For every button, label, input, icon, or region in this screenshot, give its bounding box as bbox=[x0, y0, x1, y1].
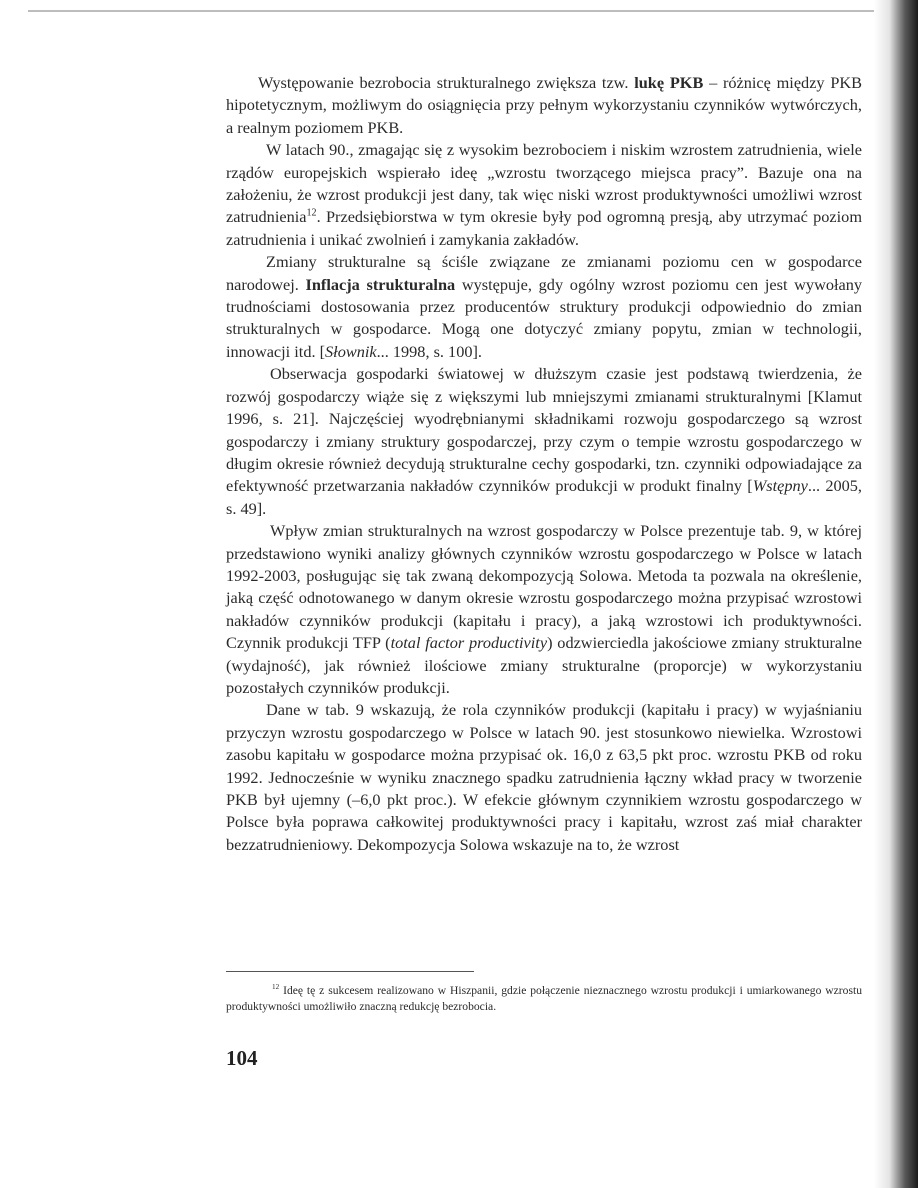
text-run: ... 1998, s. 100]. bbox=[376, 341, 482, 361]
paragraph-6 bbox=[226, 699, 862, 856]
bold-term-luka-pkb: lukę PKB bbox=[634, 73, 704, 92]
footnote-ref: 12 bbox=[306, 208, 317, 220]
paragraph-3 bbox=[226, 251, 862, 363]
footnote-rule bbox=[226, 971, 474, 972]
text-run: Dane w tab. 9 wskazują, że rola czynników produkcji (kapitału i pracy) w wyjaśnianiu przyczyn wzrostu gospodarczego w Polsce w latach 90. jest stosunkowo niewielka. Wzrostowi zasobu kapitału w gospodarce można przypisać ok. 16,0 z 63,5 pkt proc. wzrostu PKB od roku 1992. Jednocześnie w wyniku znacznego spadku zatrudnienia łączny wkład pracy w tworzenie PKB był ujemny (–6,0 pkt proc.). W efekcie głównym czynnikiem wzrostu gospodarczego w Polsce była poprawa całkowitej produktywności pracy i kapitału, wzrost zaś miał charakter bezzatrudnieniowy. Dekompozycja Solowa wskazuje na to, że wzrost bbox=[226, 700, 862, 854]
page-number: 104 bbox=[226, 1046, 258, 1070]
citation-title: Słownik bbox=[325, 341, 377, 361]
text-run: – różnicę między PKB hipotetycznym, możliwym do osiągnięcia przy pełnym wykorzystaniu czynników wytwórczych, a realnym poziomem PKB. bbox=[226, 73, 862, 137]
paragraph-4 bbox=[226, 363, 862, 520]
text-run: Wpływ zmian strukturalnych na wzrost gospodarczy w Polsce prezentuje tab. 9, w której przedstawiono wyniki analizy głównych czynników wzrostu gospodarczego w Polsce w latach 1992-2003, posługując się tak zwaną dekompozycją Solowa. Metoda ta pozwala na określenie, jaką część odnotowanego w danym okresie wzrostu gospodarczego można przypisać wzrostowi nakładów czynników produkcji (kapitału i pracy), a jaką wzrostowi ich produktywności. Czynnik produkcji TFP ( bbox=[226, 521, 862, 653]
footnote-number: 12 bbox=[272, 983, 280, 992]
text-run: . Przedsiębiorstwa w tym okresie były pod ogromną presją, aby utrzymać poziom zatrudnienia i unikać zwolnień i zamykania zakładów. bbox=[226, 207, 862, 249]
paragraph-5 bbox=[226, 520, 862, 699]
text-run: ... 2005, s. 49]. bbox=[226, 476, 862, 518]
paragraph-1 bbox=[226, 72, 862, 139]
text-run: Występowanie bezrobocia strukturalnego zwiększa tzw. bbox=[258, 73, 635, 92]
bold-term-inflacja: Inflacja strukturalna bbox=[305, 274, 456, 294]
text-run: W latach 90., zmagając się z wysokim bezrobociem i niskim wzrostem zatrudnienia, wiele rządów europejskich wspierało ideę „wzrostu tworzącego miejsca pracy”. Bazuje ona na założeniu, że wzrost produkcji jest dany, tak więc niski wzrost produktywności umożliwi wzrost zatrudnienia bbox=[226, 140, 862, 227]
scan-edge-top bbox=[28, 10, 876, 12]
text-run: Zmiany strukturalne są ściśle związane ze zmianami poziomu cen w gospodarce narodowej. bbox=[226, 252, 862, 294]
citation-title: Wstępny bbox=[752, 476, 808, 496]
footnote-text: Ideę tę z sukcesem realizowano w Hiszpanii, gdzie połączenie nieznacznego wzrostu produkcji i umiarkowanego wzrostu produktywności umożliwiło znaczną redukcję bezrobocia. bbox=[226, 984, 862, 1013]
text-run: ) odzwierciedla jakościowe zmiany strukturalne (wydajność), jak również ilościowe zmiany strukturalne (proporcje) w wykorzystaniu pozostałych czynników produkcji. bbox=[226, 633, 862, 697]
paragraph-2 bbox=[226, 139, 862, 251]
text-run: występuje, gdy ogólny wzrost poziomu cen jest wywołany trudnościami dostosowania przez producentów struktury produkcji odpowiednio do zmian strukturalnych w gospodarce. Mogą one dotyczyć zmiany popytu, zmian w technologii, innowacji itd. [ bbox=[226, 274, 863, 361]
scan-shadow-right bbox=[874, 0, 918, 1188]
footnote bbox=[226, 983, 862, 1014]
text-run: Obserwacja gospodarki światowej w dłuższym czasie jest podstawą twierdzenia, że rozwój gospodarczy wiąże się z większymi lub mniejszymi zmianami strukturalnymi [Klamut 1996, s. 21]. Najczęściej wyodrębnianymi składnikami rozwoju gospodarczego są wzrost gospodarczy i zmiany struktury gospodarczej, przy czym o tempie wzrostu gospodarczego w długim okresie również decydują strukturalne cechy gospodarki, tzn. czynniki odpowiadające za efektywność przetwarzania nakładów czynników produkcji w produkt finalny [ bbox=[226, 364, 862, 496]
page-body bbox=[226, 72, 862, 856]
italic-term: total factor productivity bbox=[390, 633, 548, 653]
